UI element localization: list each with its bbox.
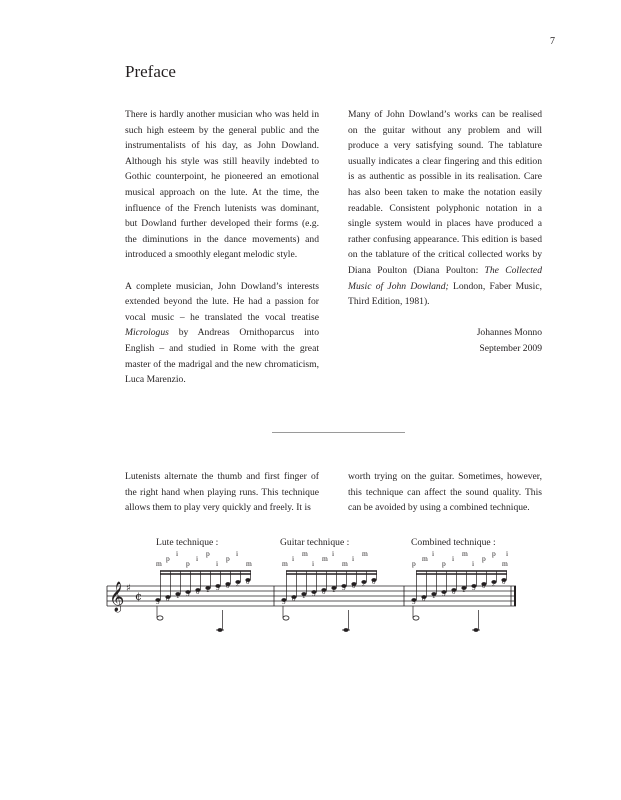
string-number: 1 [432, 592, 436, 600]
string-number: 1 [176, 592, 180, 600]
string-number: 0 [502, 578, 506, 586]
string-number: 3 [156, 598, 160, 606]
fingering-label: i [506, 549, 509, 558]
fingering-label: i [352, 554, 355, 563]
fingering-label: p [482, 554, 486, 563]
string-number: 3 [216, 584, 220, 592]
string-number: 0 [352, 582, 356, 590]
signature-date: September 2009 [479, 342, 542, 354]
right-column [348, 107, 542, 357]
page-number: 7 [550, 36, 555, 47]
fingering-label: m [302, 549, 308, 558]
string-number: 3 [412, 598, 416, 606]
string-number: 3 [442, 590, 446, 598]
music-label: Guitar technique : [280, 537, 350, 548]
measures [155, 549, 508, 632]
fingering-label: p [226, 554, 230, 563]
fingering-label: p [412, 559, 416, 568]
fingering-label: p [186, 559, 190, 568]
fingering-label: i [176, 549, 179, 558]
signature [348, 325, 542, 356]
string-number: 0 [372, 578, 376, 586]
string-number: 3 [342, 584, 346, 592]
technique-note-right: worth trying on the guitar. Sometimes, however, this technique can affect the sound quality. This can be avoided by using a combined technique. [348, 471, 542, 514]
string-number: 0 [292, 595, 296, 603]
fingering-label: m [322, 554, 328, 563]
fingering-label: p [492, 549, 496, 558]
music-label: Lute technique : [156, 537, 219, 548]
time-signature-icon: ¢ [135, 590, 142, 603]
bass-note [343, 628, 348, 632]
fingering-label: m [282, 559, 288, 568]
music-example [100, 534, 530, 654]
string-number: 1 [206, 586, 210, 594]
string-number: 2 [492, 580, 496, 588]
string-number: 1 [302, 592, 306, 600]
page-title: Preface [125, 62, 176, 81]
string-number: 3 [312, 590, 316, 598]
fingering-label: i [292, 554, 295, 563]
fingering-label: m [362, 549, 368, 558]
string-number: 2 [362, 580, 366, 588]
signature-name: Johannes Monno [476, 327, 542, 339]
string-number: 0 [452, 588, 456, 596]
fingering-label: i [472, 559, 475, 568]
music-label: Combined technique : [411, 537, 496, 548]
fingering-label: p [206, 549, 210, 558]
section-divider [272, 432, 405, 433]
bass-note [217, 628, 222, 632]
fingering-label: m [462, 549, 468, 558]
sharp-icon: ♯ [126, 583, 131, 594]
fingering-label: i [452, 554, 455, 563]
left-column [125, 107, 319, 403]
fingering-label: i [196, 554, 199, 563]
bass-note [473, 628, 478, 632]
string-number: 0 [246, 578, 250, 586]
fingering-label: m [342, 559, 348, 568]
bass-note [283, 616, 289, 620]
fingering-label: m [246, 559, 252, 568]
string-number: 3 [186, 590, 190, 598]
string-number: 0 [196, 588, 200, 596]
treble-clef-icon: 𝄞 [109, 582, 125, 612]
fingering-label: i [216, 559, 219, 568]
fingering-label: i [312, 559, 315, 568]
paragraph: Many of John Dowland’s works can be realised on the guitar without any problem and will produce a very satisfying sound. The tablature usually indicates a clear fingering and this edition is as authentic as possible in its realisation. Care has also been taken to make the notation easily readable. Consistent polyphonic notation in a single system would in places have produced a rather confusing appearance. This edition is based on the tablature of the critical collected works by Diana Poulton (Diana Poulton: The Collected Music of John Dowland; London, Faber Music, Third Edition, 1981). [348, 109, 542, 308]
paragraph: There is hardly another musician who was held in such high esteem by the general public and the instrumentalists of his day, as John Dowland. Although his style was still heavily indebted to Gothic counterpoint, he pioneered an emotional musical approach on the lute. At the time, the influence of the French lutenists was dominant, but Dowland further developed their forms (e.g. the diminutions in the dance movements) and introduced a smoothly elegant melodic style. [125, 109, 319, 261]
paragraph: A complete musician, John Dowland’s interests extended beyond the lute. He had a passion for vocal music – he translated the vocal treatise Micrologus by Andreas Ornithoparcus into English – and studied in Rome with the great master of the madrigal and the new chromaticism, Luca Marenzio. [125, 280, 319, 386]
string-number: 0 [226, 582, 230, 590]
bass-note [413, 616, 419, 620]
technique-note-left: Lutenists alternate the thumb and first finger of the right hand when playing runs. This technique allows them to play very quickly and freely. It is [125, 471, 319, 514]
string-number: 0 [482, 582, 486, 590]
string-number: 0 [422, 595, 426, 603]
string-number: 1 [332, 586, 336, 594]
string-number: 3 [282, 598, 286, 606]
string-number: 0 [322, 588, 326, 596]
string-number: 3 [472, 584, 476, 592]
string-number: 1 [462, 586, 466, 594]
fingering-label: m [502, 559, 508, 568]
string-number: 0 [166, 595, 170, 603]
fingering-label: i [236, 549, 239, 558]
fingering-label: m [156, 559, 162, 568]
fingering-label: m [422, 554, 428, 563]
fingering-label: p [166, 554, 170, 563]
fingering-label: i [332, 549, 335, 558]
bass-note [157, 616, 163, 620]
fingering-label: i [432, 549, 435, 558]
fingering-label: p [442, 559, 446, 568]
string-number: 2 [236, 580, 240, 588]
